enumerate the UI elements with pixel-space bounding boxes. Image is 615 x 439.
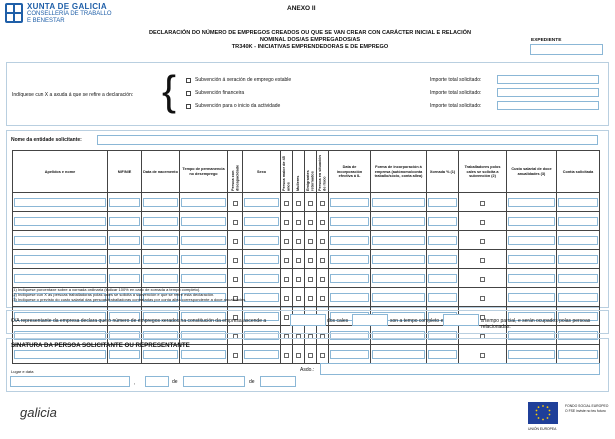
amount-input-financial[interactable] bbox=[497, 88, 599, 97]
table-row bbox=[13, 212, 600, 231]
table-cell bbox=[228, 250, 243, 269]
cell-input[interactable] bbox=[14, 217, 106, 226]
table-cell bbox=[180, 250, 228, 269]
table-cell bbox=[557, 288, 600, 307]
table-cell bbox=[507, 193, 557, 212]
cell-input[interactable] bbox=[558, 255, 598, 264]
option-label-financial: Subvención financeira bbox=[195, 90, 245, 96]
cell-input[interactable] bbox=[143, 236, 178, 245]
statement-part1: O/A representante da empresa declara que o número de empregos xerados na constitución da empresa ascende a bbox=[11, 318, 267, 324]
table-cell bbox=[305, 212, 317, 231]
row-checkbox[interactable] bbox=[296, 277, 301, 282]
declaration-prompt: Indíquese cun X a axuda á que se refire a declaración: bbox=[12, 92, 134, 98]
galicia-logo-text: galicia bbox=[20, 405, 57, 420]
table-cell bbox=[142, 212, 180, 231]
cell-input[interactable] bbox=[508, 274, 555, 283]
galicia-logo bbox=[20, 405, 57, 420]
annex-label: ANEXO II bbox=[287, 5, 316, 12]
statement-part2: dos cales bbox=[327, 318, 349, 324]
table-cell bbox=[329, 250, 371, 269]
table-cell bbox=[281, 269, 293, 288]
table-cell bbox=[108, 250, 142, 269]
table-cell bbox=[142, 250, 180, 269]
row-checkbox[interactable] bbox=[284, 258, 289, 263]
table-row bbox=[13, 193, 600, 212]
col-header-disability: Persoa con discapacidade bbox=[228, 151, 243, 193]
cell-input[interactable] bbox=[244, 255, 279, 264]
table-cell bbox=[371, 212, 427, 231]
signature-title: SINATURA DA PERSOA SOLICITANTE OU REPRESENTANTE bbox=[11, 342, 190, 349]
table-cell bbox=[108, 193, 142, 212]
table-cell bbox=[13, 212, 108, 231]
form-title-line1: DECLARACIÓN DO NÚMERO DE EMPREGOS CREADOS OU QUE SE VAN CREAR CON CARÁCTER INICIAL E RELACIÓN bbox=[148, 30, 472, 36]
org-department-line2: E BENESTAR bbox=[27, 18, 65, 24]
cell-input[interactable] bbox=[109, 255, 140, 264]
note-1: (1) Indíquese porcentaxe sobre a xornada ordinaria (indicar 100% en caso de xornada a tempo completo). bbox=[12, 287, 201, 292]
eu-caption-2: O FSE inviste no teu futuro bbox=[565, 409, 606, 413]
row-checkbox[interactable] bbox=[480, 220, 485, 225]
table-cell bbox=[293, 288, 305, 307]
table-cell bbox=[371, 231, 427, 250]
total-jobs-input[interactable] bbox=[290, 314, 326, 326]
table-cell bbox=[305, 288, 317, 307]
entity-label: Nome da entidade solicitante: bbox=[11, 137, 82, 143]
table-cell bbox=[371, 193, 427, 212]
row-checkbox[interactable] bbox=[296, 258, 301, 263]
row-checkbox[interactable] bbox=[233, 220, 238, 225]
col-header-women: Mulleres bbox=[293, 151, 305, 193]
table-cell bbox=[329, 212, 371, 231]
cell-input[interactable] bbox=[14, 255, 106, 264]
de-separator-2: de bbox=[249, 379, 255, 385]
de-separator-1: de bbox=[172, 379, 178, 385]
table-cell bbox=[305, 250, 317, 269]
row-checkbox[interactable] bbox=[233, 277, 238, 282]
table-cell bbox=[13, 231, 108, 250]
table-cell bbox=[507, 212, 557, 231]
table-cell bbox=[427, 212, 459, 231]
option-checkbox-financial[interactable] bbox=[186, 91, 191, 96]
entity-input[interactable] bbox=[97, 135, 598, 145]
table-cell bbox=[427, 193, 459, 212]
table-cell bbox=[142, 193, 180, 212]
cell-input[interactable] bbox=[181, 236, 226, 245]
cell-input[interactable] bbox=[508, 198, 555, 207]
row-checkbox[interactable] bbox=[233, 258, 238, 263]
table-cell bbox=[228, 269, 243, 288]
table-cell bbox=[108, 269, 142, 288]
signed-input[interactable] bbox=[320, 363, 600, 375]
brace: { bbox=[162, 67, 177, 114]
cell-input[interactable] bbox=[143, 274, 178, 283]
amount-label-employment: Importe total solicitado: bbox=[430, 77, 482, 83]
cell-input[interactable] bbox=[558, 293, 598, 302]
table-cell bbox=[557, 212, 600, 231]
row-checkbox[interactable] bbox=[284, 239, 289, 244]
table-cell bbox=[329, 193, 371, 212]
cell-input[interactable] bbox=[181, 198, 226, 207]
row-checkbox[interactable] bbox=[308, 201, 313, 206]
table-cell bbox=[281, 231, 293, 250]
table-row bbox=[13, 250, 600, 269]
row-checkbox[interactable] bbox=[233, 239, 238, 244]
cell-input[interactable] bbox=[143, 198, 178, 207]
table-cell bbox=[180, 212, 228, 231]
note-3: (3) Indíquese o previsto do custo salarial das persoas traballadoras contratadas por conta allea correspondente a doce anualidades. bbox=[12, 297, 247, 302]
table-cell bbox=[108, 212, 142, 231]
table-cell bbox=[243, 269, 281, 288]
table-cell bbox=[13, 269, 108, 288]
table-cell bbox=[317, 193, 329, 212]
row-checkbox[interactable] bbox=[320, 296, 325, 301]
cell-input[interactable] bbox=[330, 274, 369, 283]
row-checkbox[interactable] bbox=[233, 201, 238, 206]
expediente-label: EXPEDIENTE bbox=[531, 38, 562, 43]
table-cell bbox=[281, 212, 293, 231]
table-cell bbox=[557, 193, 600, 212]
amount-input-employment[interactable] bbox=[497, 75, 599, 84]
eu-flag-icon bbox=[528, 402, 558, 424]
table-cell bbox=[557, 269, 600, 288]
table-cell bbox=[228, 212, 243, 231]
table-cell bbox=[427, 269, 459, 288]
table-cell bbox=[459, 231, 507, 250]
cell-input[interactable] bbox=[428, 198, 457, 207]
table-cell bbox=[281, 193, 293, 212]
col-header-risk: Persoa en situación de risco bbox=[317, 151, 329, 193]
row-checkbox[interactable] bbox=[308, 239, 313, 244]
table-cell bbox=[142, 269, 180, 288]
cell-input[interactable] bbox=[244, 198, 279, 207]
row-checkbox[interactable] bbox=[480, 296, 485, 301]
table-cell bbox=[459, 193, 507, 212]
table-cell bbox=[180, 231, 228, 250]
cell-input[interactable] bbox=[109, 198, 140, 207]
col-header-name: Apelidos e nome bbox=[13, 151, 108, 193]
cell-input[interactable] bbox=[109, 217, 140, 226]
row-checkbox[interactable] bbox=[296, 220, 301, 225]
col-header-emigrants: Emigrantes retornados bbox=[305, 151, 317, 193]
cell-input[interactable] bbox=[372, 217, 425, 226]
cell-input[interactable] bbox=[143, 255, 178, 264]
cell-input[interactable] bbox=[109, 274, 140, 283]
row-checkbox[interactable] bbox=[308, 296, 313, 301]
col-header-birthdate: Data de nacemento bbox=[142, 151, 180, 193]
year-input[interactable] bbox=[260, 376, 296, 387]
comma-separator: , bbox=[134, 380, 136, 386]
cell-input[interactable] bbox=[558, 217, 598, 226]
amount-input-startup[interactable] bbox=[497, 101, 599, 110]
cell-input[interactable] bbox=[558, 236, 598, 245]
statement-part4: a tempo parcial, e serán ocupados polas persoas relacionadas. bbox=[481, 318, 591, 330]
cell-input[interactable] bbox=[558, 198, 598, 207]
signed-label: Asdo.: bbox=[300, 367, 315, 373]
table-cell bbox=[507, 288, 557, 307]
cell-input[interactable] bbox=[372, 293, 425, 302]
table-cell bbox=[317, 231, 329, 250]
table-cell bbox=[557, 231, 600, 250]
table-cell bbox=[427, 250, 459, 269]
cell-input[interactable] bbox=[181, 255, 226, 264]
table-cell bbox=[427, 231, 459, 250]
xunta-shield-icon bbox=[4, 2, 24, 24]
row-checkbox[interactable] bbox=[296, 296, 301, 301]
table-cell bbox=[142, 231, 180, 250]
xunta-logo bbox=[4, 2, 24, 24]
eu-logo bbox=[528, 402, 558, 424]
table-cell bbox=[507, 250, 557, 269]
cell-input[interactable] bbox=[508, 293, 555, 302]
table-cell bbox=[459, 288, 507, 307]
row-checkbox[interactable] bbox=[308, 277, 313, 282]
place-input[interactable] bbox=[10, 376, 130, 387]
col-header-workday: Xornada % (1) bbox=[427, 151, 459, 193]
cell-input[interactable] bbox=[330, 293, 369, 302]
table-cell bbox=[108, 231, 142, 250]
row-checkbox[interactable] bbox=[320, 277, 325, 282]
row-checkbox[interactable] bbox=[296, 239, 301, 244]
table-cell bbox=[243, 212, 281, 231]
cell-input[interactable] bbox=[372, 198, 425, 207]
col-header-subsidized-workers: Traballadores polos cales se solicita a subvención (2) bbox=[459, 151, 507, 193]
option-label-startup: Subvención para o inicio da actividade bbox=[195, 103, 281, 109]
row-checkbox[interactable] bbox=[296, 201, 301, 206]
table-cell bbox=[180, 269, 228, 288]
eu-union-label: UNIÓN EUROPEA bbox=[528, 427, 557, 431]
cell-input[interactable] bbox=[558, 274, 598, 283]
cell-input[interactable] bbox=[109, 236, 140, 245]
cell-input[interactable] bbox=[330, 217, 369, 226]
col-header-nif: NIF/NIE bbox=[108, 151, 142, 193]
option-label-employment: Subvención á xeración de emprego estable bbox=[195, 77, 292, 83]
row-checkbox[interactable] bbox=[284, 220, 289, 225]
table-cell bbox=[317, 269, 329, 288]
row-checkbox[interactable] bbox=[480, 277, 485, 282]
table-cell bbox=[507, 269, 557, 288]
option-checkbox-employment[interactable] bbox=[186, 78, 191, 83]
cell-input[interactable] bbox=[330, 255, 369, 264]
row-checkbox[interactable] bbox=[284, 201, 289, 206]
cell-input[interactable] bbox=[181, 274, 226, 283]
table-cell bbox=[305, 231, 317, 250]
table-cell bbox=[281, 250, 293, 269]
place-date-label: Lugar e data bbox=[11, 369, 34, 374]
org-name: XUNTA DE GALICIA bbox=[27, 2, 107, 11]
col-header-amount: Contía solicitada bbox=[557, 151, 600, 193]
table-row bbox=[13, 269, 600, 288]
row-checkbox[interactable] bbox=[284, 296, 289, 301]
table-cell bbox=[317, 212, 329, 231]
row-checkbox[interactable] bbox=[284, 277, 289, 282]
table-cell bbox=[371, 269, 427, 288]
cell-input[interactable] bbox=[372, 236, 425, 245]
table-cell bbox=[459, 250, 507, 269]
col-header-incorporation-date: Data de incorporación efectiva á IL bbox=[329, 151, 371, 193]
cell-input[interactable] bbox=[428, 217, 457, 226]
cell-input[interactable] bbox=[244, 293, 279, 302]
col-header-unemployment: Tempo de permanencia no desemprego bbox=[180, 151, 228, 193]
table-cell bbox=[13, 193, 108, 212]
cell-input[interactable] bbox=[181, 217, 226, 226]
table-cell bbox=[305, 269, 317, 288]
table-cell bbox=[243, 288, 281, 307]
cell-input[interactable] bbox=[244, 274, 279, 283]
table-cell bbox=[329, 288, 371, 307]
table-cell bbox=[293, 269, 305, 288]
table-cell bbox=[293, 193, 305, 212]
table-cell bbox=[459, 269, 507, 288]
table-cell bbox=[293, 250, 305, 269]
table-cell bbox=[427, 288, 459, 307]
table-cell bbox=[329, 231, 371, 250]
table-cell bbox=[180, 193, 228, 212]
col-header-incorporation-form: Forma de incorporación á empresa (autónomo/conta traballo/sócio, conta allea) bbox=[371, 151, 427, 193]
table-cell bbox=[243, 231, 281, 250]
row-checkbox[interactable] bbox=[308, 220, 313, 225]
cell-input[interactable] bbox=[244, 236, 279, 245]
row-checkbox[interactable] bbox=[320, 239, 325, 244]
table-cell bbox=[293, 231, 305, 250]
row-checkbox[interactable] bbox=[320, 220, 325, 225]
table-cell bbox=[329, 269, 371, 288]
table-cell bbox=[281, 288, 293, 307]
statement-part3: son a tempo completo e bbox=[390, 318, 444, 324]
parttime-jobs-input[interactable] bbox=[443, 314, 479, 326]
row-checkbox[interactable] bbox=[480, 201, 485, 206]
cell-input[interactable] bbox=[428, 293, 457, 302]
option-checkbox-startup[interactable] bbox=[186, 104, 191, 109]
cell-input[interactable] bbox=[14, 274, 106, 283]
cell-input[interactable] bbox=[428, 236, 457, 245]
cell-input[interactable] bbox=[14, 198, 106, 207]
cell-input[interactable] bbox=[508, 255, 555, 264]
eu-caption-1: FONDO SOCIAL EUROPEO bbox=[565, 404, 609, 408]
org-department-line1: CONSELLERÍA DE TRABALLO bbox=[27, 11, 112, 17]
col-header-over45: Persoa maior de 45 anos bbox=[281, 151, 293, 193]
cell-input[interactable] bbox=[508, 217, 555, 226]
cell-input[interactable] bbox=[428, 274, 457, 283]
form-title-line2: NOMINAL DOS/AS EMPREGADOS/AS bbox=[259, 37, 361, 43]
table-cell bbox=[557, 250, 600, 269]
table-cell bbox=[228, 193, 243, 212]
table-cell bbox=[317, 250, 329, 269]
note-2: (2) Indíquese cun X as persoas traballadoras polas cales se solicita a subvención e que se refire esta declaración. bbox=[12, 292, 215, 297]
row-checkbox[interactable] bbox=[308, 258, 313, 263]
col-header-salary-cost: Custo salarial de doce anualidades (3) bbox=[507, 151, 557, 193]
cell-input[interactable] bbox=[14, 236, 106, 245]
row-checkbox[interactable] bbox=[480, 258, 485, 263]
col-header-sex: Sexo bbox=[243, 151, 281, 193]
amount-label-startup: Importe total solicitado: bbox=[430, 103, 482, 109]
table-cell bbox=[507, 231, 557, 250]
cell-input[interactable] bbox=[372, 274, 425, 283]
cell-input[interactable] bbox=[330, 236, 369, 245]
cell-input[interactable] bbox=[372, 255, 425, 264]
table-cell bbox=[13, 250, 108, 269]
table-row bbox=[13, 231, 600, 250]
row-checkbox[interactable] bbox=[480, 239, 485, 244]
amount-label-financial: Importe total solicitado: bbox=[430, 90, 482, 96]
table-cell bbox=[243, 193, 281, 212]
cell-input[interactable] bbox=[244, 217, 279, 226]
table-cell bbox=[305, 193, 317, 212]
row-checkbox[interactable] bbox=[320, 201, 325, 206]
table-cell bbox=[293, 212, 305, 231]
month-input[interactable] bbox=[183, 376, 245, 387]
table-cell bbox=[371, 250, 427, 269]
table-cell bbox=[228, 231, 243, 250]
cell-input[interactable] bbox=[143, 217, 178, 226]
cell-input[interactable] bbox=[330, 198, 369, 207]
expediente-input[interactable] bbox=[530, 44, 603, 55]
table-cell bbox=[371, 288, 427, 307]
table-cell bbox=[317, 288, 329, 307]
fulltime-jobs-input[interactable] bbox=[352, 314, 388, 326]
table-cell bbox=[459, 212, 507, 231]
table-cell bbox=[243, 250, 281, 269]
cell-input[interactable] bbox=[508, 236, 555, 245]
cell-input[interactable] bbox=[428, 255, 457, 264]
row-checkbox[interactable] bbox=[320, 258, 325, 263]
day-input[interactable] bbox=[145, 376, 169, 387]
form-title-line3: TR340K - INICIATIVAS EMPRENDEDORAS E DE EMPREGO bbox=[231, 44, 389, 50]
